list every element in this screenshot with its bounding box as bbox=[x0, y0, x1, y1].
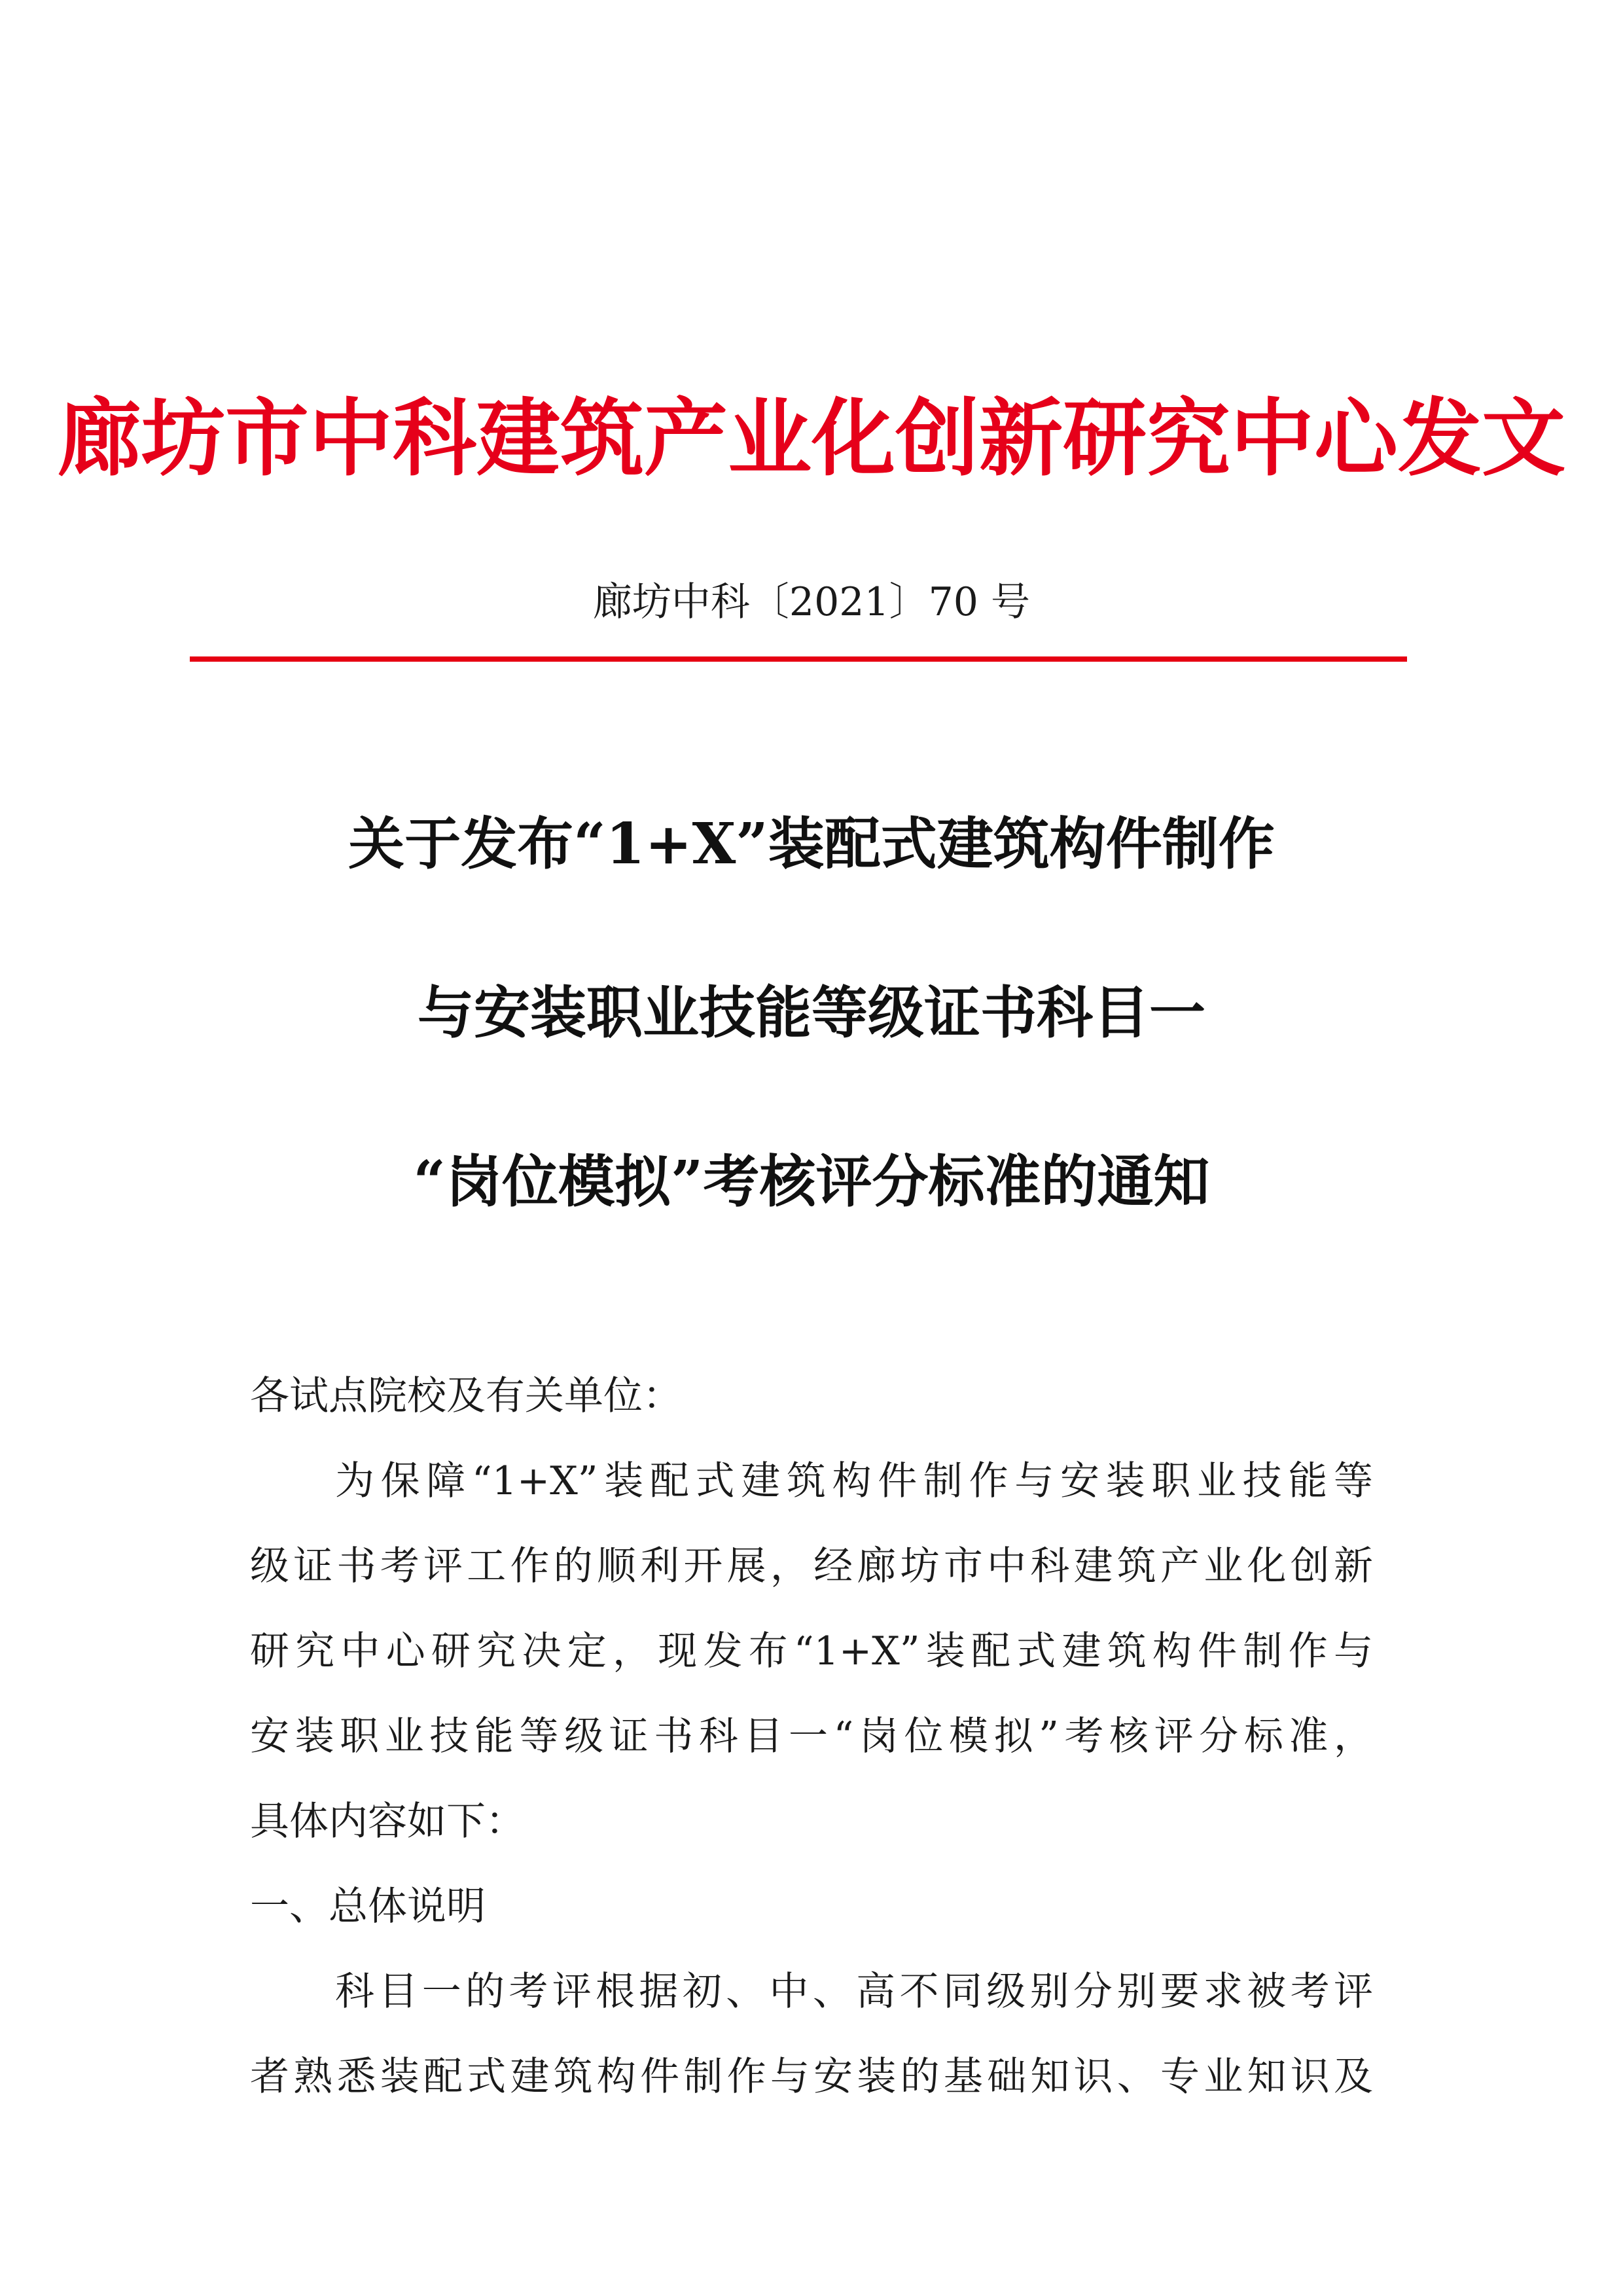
salutation: 各试点院校及有关单位： bbox=[250, 1373, 682, 1419]
paragraph-line-1: 为保障“1+X”装配式建筑构件制作与安装职业技能等 bbox=[335, 1458, 1373, 1504]
header-red-rule bbox=[190, 656, 1407, 662]
document-number: 廊坊中科〔2021〕70 号 bbox=[592, 579, 1031, 625]
section-heading: 一、总体说明 bbox=[250, 1884, 486, 1929]
notice-title bbox=[0, 812, 1623, 1318]
body-text bbox=[250, 1354, 1373, 2119]
paragraph-line-5: 具体内容如下： bbox=[250, 1799, 525, 1844]
notice-title-line-1: 关于发布“1+X”装配式建筑构件制作 bbox=[348, 811, 1275, 877]
paragraph-line-2: 级证书考评工作的顺利开展，经廊坊市中科建筑产业化创新 bbox=[250, 1543, 1373, 1589]
section-line-2: 者熟悉装配式建筑构件制作与安装的基础知识、专业知识及 bbox=[250, 2054, 1373, 2100]
section-line-1: 科目一的考评根据初、中、高不同级别分别要求被考评 bbox=[335, 1969, 1373, 2015]
paragraph-line-3: 研究中心研究决定，现发布“1+X”装配式建筑构件制作与 bbox=[250, 1628, 1373, 1674]
notice-title-line-2: 与安装职业技能等级证书科目一 bbox=[418, 980, 1205, 1046]
notice-title-line-3: “岗位模拟”考核评分标准的通知 bbox=[413, 1149, 1210, 1215]
paragraph-line-4: 安装职业技能等级证书科目一“岗位模拟”考核评分标准， bbox=[250, 1713, 1373, 1759]
org-header-title: 廊坊市中科建筑产业化创新研究中心发文 bbox=[57, 389, 1565, 488]
